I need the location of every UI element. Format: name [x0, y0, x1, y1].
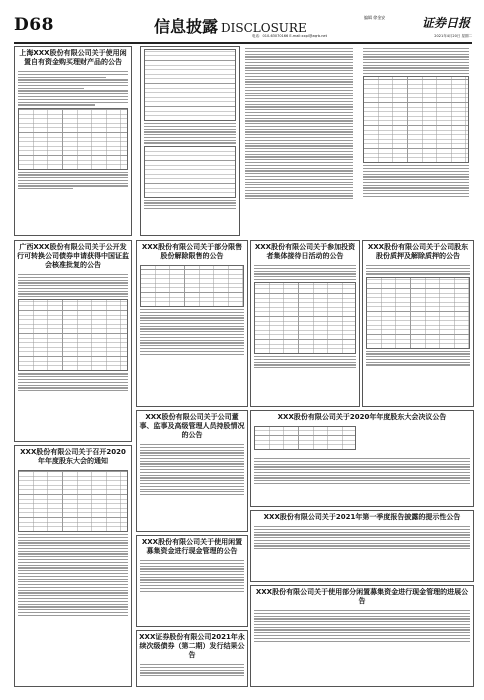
notice-title: XXX股份有限公司关于使用部分闲置募集资金进行现金管理的进展公告	[255, 588, 469, 605]
notice-block	[362, 240, 474, 407]
notice-table	[18, 108, 128, 170]
notice-title: XXX股份有限公司关于使用闲置募集资金进行现金管理的公告	[141, 538, 243, 555]
notice-block	[242, 46, 356, 234]
notice-title: 上海XXX股份有限公司关于使用闲置自有资金购买理财产品的公告	[19, 49, 127, 66]
contact-info: 电话：010-63070166 E-mail:xxpl@zqrb.net	[252, 34, 327, 38]
section-title-en: DISCLOSURE	[221, 21, 307, 35]
notice-table	[18, 470, 128, 532]
notice-title: 广西XXX股份有限公司关于公开发行可转换公司债券申请获得中国证监会核准批复的公告	[17, 243, 129, 269]
notice-block	[140, 46, 240, 236]
notice-table	[140, 265, 244, 307]
notice-title: XXX股份有限公司关于公司董事、监事及高级管理人员持股情况的公告	[139, 413, 245, 439]
section-title-cn: 信息披露	[154, 17, 219, 36]
notice-table	[363, 76, 469, 163]
notice-block	[250, 510, 474, 582]
notice-title: XXX股份有限公司关于部分限售股份解除限售的公告	[141, 243, 243, 260]
issue-date: 2021年4月20日 星期二	[434, 34, 472, 38]
notice-table	[254, 282, 356, 354]
notice-block	[14, 445, 132, 687]
notice-block	[136, 240, 248, 407]
notice-table	[254, 426, 356, 450]
notice-table	[144, 49, 236, 121]
masthead	[14, 14, 472, 44]
notice-table	[18, 299, 128, 371]
notice-block	[250, 240, 360, 407]
notice-block	[250, 410, 474, 507]
newspaper-logo: 证券日报	[421, 16, 470, 30]
notice-title: XXX股份有限公司关于2020年年度股东大会决议公告	[277, 413, 447, 421]
notice-title: XXX股份有限公司关于公司股东股份质押及解除质押的公告	[367, 243, 469, 260]
notice-block	[250, 585, 474, 687]
notice-title: XXX股份有限公司关于参加投资者集体接待日活动的公告	[254, 243, 356, 260]
page-number: D68	[14, 15, 54, 35]
notice-block	[14, 240, 132, 442]
notice-block	[136, 410, 248, 532]
notice-title: XXX证券股份有限公司2021年永续次级债券（第二期）发行结果公告	[139, 633, 245, 659]
notice-title: XXX股份有限公司关于召开2020年年度股东大会的通知	[20, 448, 126, 465]
notice-title: XXX股份有限公司关于2021年第一季度报告披露的提示性公告	[263, 513, 461, 521]
notice-table	[144, 146, 236, 198]
notice-block	[14, 46, 132, 236]
notice-body	[18, 71, 128, 106]
notice-block	[136, 535, 248, 627]
notice-block	[136, 630, 248, 687]
notice-table	[366, 277, 470, 349]
notice-block	[360, 46, 472, 234]
editors-credit: 编辑 徐金安	[364, 15, 386, 20]
